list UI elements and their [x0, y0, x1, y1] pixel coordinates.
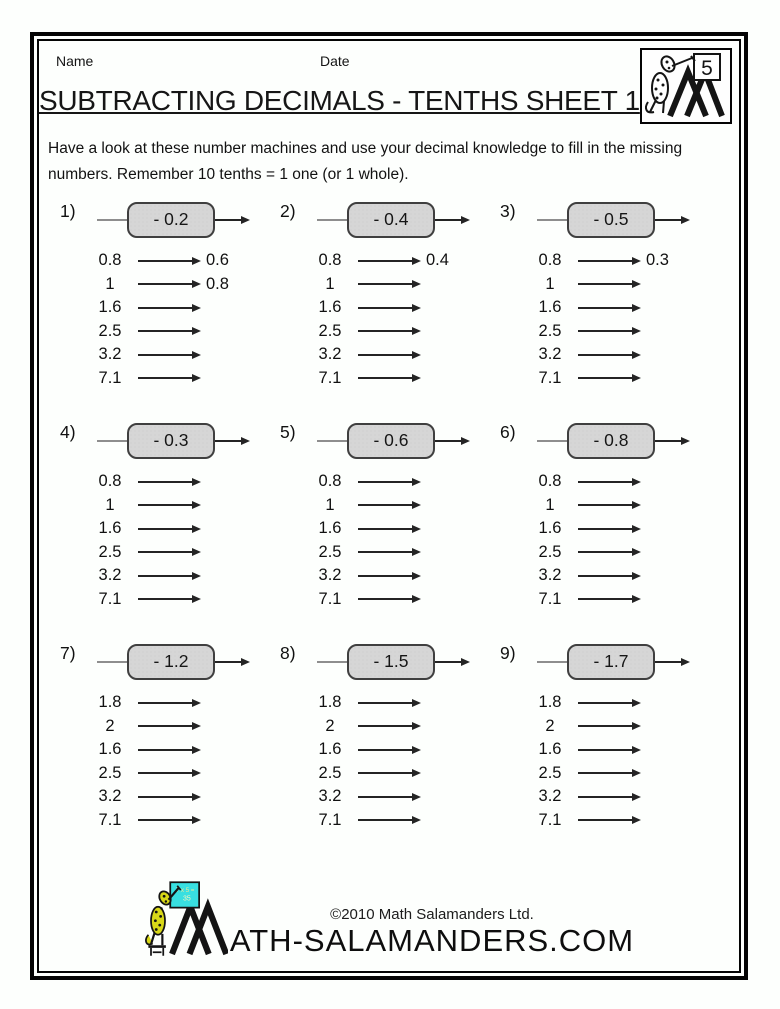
io-row [54, 470, 274, 494]
flow-arrow-icon [578, 819, 632, 821]
flow-arrow-icon [138, 551, 192, 553]
input-value: 7.1 [538, 589, 562, 608]
io-rows [494, 691, 714, 832]
io-rows [54, 470, 274, 611]
input-value: 3.2 [98, 787, 122, 806]
flow-arrow-icon [138, 749, 192, 751]
input-value: 3.2 [538, 566, 562, 585]
input-value: 2.5 [318, 321, 342, 340]
machine-box: - 0.8 [567, 423, 655, 459]
io-row [494, 517, 714, 541]
flow-arrow-icon [358, 354, 412, 356]
input-value: 2.5 [98, 763, 122, 782]
flow-arrow-icon [138, 283, 192, 285]
io-rows [274, 249, 494, 390]
machine-row [274, 643, 494, 681]
output-value: 0.3 [646, 251, 669, 270]
flow-arrow-icon [358, 377, 412, 379]
flow-arrow-icon [358, 481, 412, 483]
flow-arrow-icon [578, 772, 632, 774]
machine-row [494, 422, 714, 460]
input-value: 3.2 [98, 566, 122, 585]
machine-row [494, 643, 714, 681]
problem [54, 201, 274, 390]
io-row [274, 564, 494, 588]
flow-arrow-icon [138, 504, 192, 506]
machine-box: - 1.5 [347, 644, 435, 680]
io-row [274, 762, 494, 786]
input-value: 7.1 [318, 810, 342, 829]
flow-arrow-icon [578, 283, 632, 285]
input-value: 1 [325, 274, 335, 293]
machine-input-line [97, 661, 127, 663]
machine-box: - 1.2 [127, 644, 215, 680]
machine-input-line [537, 219, 567, 221]
machine-output-arrow-icon [435, 661, 461, 663]
output-value: 0.4 [426, 251, 449, 270]
flow-arrow-icon [358, 575, 412, 577]
flow-arrow-icon [358, 330, 412, 332]
input-value: 1 [105, 274, 115, 293]
flow-arrow-icon [578, 260, 632, 262]
flow-arrow-icon [578, 354, 632, 356]
problem [274, 422, 494, 611]
io-row [54, 738, 274, 762]
input-value: 7.1 [538, 368, 562, 387]
input-value: 2.5 [538, 542, 562, 561]
problem-number: 8) [280, 643, 296, 663]
flow-arrow-icon [578, 702, 632, 704]
input-value: 0.8 [98, 251, 122, 270]
io-row [54, 588, 274, 612]
footer [39, 877, 739, 961]
input-value: 1.6 [98, 519, 122, 538]
input-value: 2.5 [538, 763, 562, 782]
flow-arrow-icon [578, 307, 632, 309]
input-value: 3.2 [318, 345, 342, 364]
io-row [274, 343, 494, 367]
input-value: 1.6 [318, 519, 342, 538]
io-row [274, 296, 494, 320]
io-row [274, 273, 494, 297]
input-value: 3.2 [318, 566, 342, 585]
input-value: 1.6 [98, 740, 122, 759]
io-row [54, 564, 274, 588]
io-row [274, 367, 494, 391]
flow-arrow-icon [138, 819, 192, 821]
instructions-line-2: numbers. Remember 10 tenths = 1 one (or 1 whole). [48, 166, 409, 183]
flow-arrow-icon [138, 307, 192, 309]
problem-number: 7) [60, 643, 76, 663]
problem-number: 5) [280, 422, 296, 442]
machine-row [274, 422, 494, 460]
problem [494, 201, 714, 390]
input-value: 1.8 [98, 693, 122, 712]
input-value: 1.6 [318, 740, 342, 759]
page-title: SUBTRACTING DECIMALS - TENTHS SHEET 1 [39, 85, 640, 116]
machine-output-arrow-icon [435, 219, 461, 221]
input-value: 1.8 [538, 693, 562, 712]
machine-row [54, 643, 274, 681]
machine-input-line [317, 440, 347, 442]
badge-number: 5 [701, 57, 713, 80]
flow-arrow-icon [138, 330, 192, 332]
io-row [54, 273, 274, 297]
io-row [494, 738, 714, 762]
output-value: 0.6 [206, 251, 229, 270]
machine-input-line [317, 219, 347, 221]
flow-arrow-icon [138, 598, 192, 600]
problem [494, 643, 714, 832]
input-value: 3.2 [98, 345, 122, 364]
board-math-line-2: 35 [182, 895, 191, 903]
input-value: 2.5 [98, 542, 122, 561]
flow-arrow-icon [138, 481, 192, 483]
io-row [54, 494, 274, 518]
machine-input-line [97, 219, 127, 221]
flow-arrow-icon [578, 481, 632, 483]
problem [494, 422, 714, 611]
flow-arrow-icon [578, 749, 632, 751]
input-value: 3.2 [538, 345, 562, 364]
machine-output-arrow-icon [655, 661, 681, 663]
math-salamanders-badge [640, 48, 732, 124]
io-row [274, 320, 494, 344]
io-row [494, 470, 714, 494]
io-row [494, 588, 714, 612]
problems-grid [54, 201, 714, 832]
io-row [54, 320, 274, 344]
footer-text [230, 906, 634, 961]
input-value: 0.8 [98, 472, 122, 491]
machine-row [274, 201, 494, 239]
flow-arrow-icon [358, 551, 412, 553]
input-value: 0.8 [538, 472, 562, 491]
io-row [274, 470, 494, 494]
io-row [54, 367, 274, 391]
io-row [274, 785, 494, 809]
io-row [54, 296, 274, 320]
input-value: 1 [105, 495, 115, 514]
flow-arrow-icon [358, 772, 412, 774]
io-row [494, 320, 714, 344]
io-row [274, 249, 494, 273]
io-row [274, 809, 494, 833]
input-value: 2 [105, 716, 115, 735]
flow-arrow-icon [138, 725, 192, 727]
flow-arrow-icon [138, 260, 192, 262]
name-label: Name [56, 53, 94, 69]
input-value: 1.6 [98, 298, 122, 317]
flow-arrow-icon [138, 377, 192, 379]
machine-input-line [537, 661, 567, 663]
machine-box: - 0.3 [127, 423, 215, 459]
machine-output-arrow-icon [655, 440, 681, 442]
io-row [54, 691, 274, 715]
flow-arrow-icon [358, 283, 412, 285]
flow-arrow-icon [138, 772, 192, 774]
io-row [494, 296, 714, 320]
flow-arrow-icon [358, 307, 412, 309]
problem [274, 643, 494, 832]
problem [274, 201, 494, 390]
worksheet-inner-frame [37, 39, 741, 973]
io-row [494, 762, 714, 786]
input-value: 0.8 [538, 251, 562, 270]
io-row [54, 541, 274, 565]
flow-arrow-icon [578, 725, 632, 727]
io-rows [54, 691, 274, 832]
machine-input-line [317, 661, 347, 663]
machine-input-line [537, 440, 567, 442]
input-value: 2 [325, 716, 335, 735]
io-rows [274, 470, 494, 611]
flow-arrow-icon [358, 598, 412, 600]
problem-number: 4) [60, 422, 76, 442]
flow-arrow-icon [138, 702, 192, 704]
flow-arrow-icon [138, 575, 192, 577]
input-value: 7.1 [98, 589, 122, 608]
problem-number: 2) [280, 201, 296, 221]
machine-box: - 0.4 [347, 202, 435, 238]
io-row [494, 564, 714, 588]
input-value: 1 [545, 495, 555, 514]
machine-box: - 0.5 [567, 202, 655, 238]
io-rows [54, 249, 274, 390]
input-value: 2.5 [538, 321, 562, 340]
io-row [494, 343, 714, 367]
io-row [274, 691, 494, 715]
io-row [494, 494, 714, 518]
flow-arrow-icon [358, 528, 412, 530]
input-value: 0.8 [318, 472, 342, 491]
io-row [494, 715, 714, 739]
flow-arrow-icon [578, 330, 632, 332]
problem [54, 422, 274, 611]
board-math-line-1: 7 x 5 = [175, 886, 195, 894]
io-row [54, 785, 274, 809]
machine-box: - 0.2 [127, 202, 215, 238]
flow-arrow-icon [358, 260, 412, 262]
io-row [274, 588, 494, 612]
flow-arrow-icon [578, 504, 632, 506]
flow-arrow-icon [358, 796, 412, 798]
io-row [54, 715, 274, 739]
machine-row [54, 422, 274, 460]
instructions-line-1: Have a look at these number machines and use your decimal knowledge to fill in the missing [48, 140, 683, 157]
io-row [54, 343, 274, 367]
input-value: 0.8 [318, 251, 342, 270]
instructions [48, 136, 733, 188]
input-value: 1.6 [318, 298, 342, 317]
flow-arrow-icon [138, 528, 192, 530]
copyright-text: ©2010 Math Salamanders Ltd. [330, 905, 534, 923]
flow-arrow-icon [358, 819, 412, 821]
io-rows [494, 249, 714, 390]
io-rows [274, 691, 494, 832]
io-row [494, 273, 714, 297]
io-row [274, 715, 494, 739]
flow-arrow-icon [358, 749, 412, 751]
machine-output-arrow-icon [435, 440, 461, 442]
salamander-logo-icon [144, 877, 228, 961]
io-row [54, 517, 274, 541]
machine-row [54, 201, 274, 239]
io-row [494, 785, 714, 809]
io-row [274, 494, 494, 518]
flow-arrow-icon [578, 377, 632, 379]
salamander-badge-icon [642, 50, 730, 122]
problem-number: 9) [500, 643, 516, 663]
output-value: 0.8 [206, 274, 229, 293]
machine-output-arrow-icon [215, 440, 241, 442]
problem-number: 6) [500, 422, 516, 442]
input-value: 7.1 [538, 810, 562, 829]
io-row [54, 249, 274, 273]
io-row [54, 809, 274, 833]
io-row [274, 738, 494, 762]
input-value: 2.5 [318, 763, 342, 782]
problem [54, 643, 274, 832]
input-value: 3.2 [318, 787, 342, 806]
input-value: 1.6 [538, 519, 562, 538]
machine-row [494, 201, 714, 239]
flow-arrow-icon [358, 725, 412, 727]
input-value: 1.6 [538, 298, 562, 317]
io-row [494, 249, 714, 273]
input-value: 1.8 [318, 693, 342, 712]
input-value: 2.5 [318, 542, 342, 561]
input-value: 7.1 [318, 368, 342, 387]
input-value: 1 [325, 495, 335, 514]
io-row [494, 367, 714, 391]
input-value: 7.1 [318, 589, 342, 608]
io-rows [494, 470, 714, 611]
input-value: 7.1 [98, 810, 122, 829]
input-value: 2 [545, 716, 555, 735]
io-row [274, 541, 494, 565]
machine-output-arrow-icon [655, 219, 681, 221]
problem-number: 3) [500, 201, 516, 221]
flow-arrow-icon [358, 504, 412, 506]
flow-arrow-icon [578, 528, 632, 530]
flow-arrow-icon [578, 796, 632, 798]
input-value: 3.2 [538, 787, 562, 806]
input-value: 1.6 [538, 740, 562, 759]
flow-arrow-icon [138, 354, 192, 356]
io-row [274, 517, 494, 541]
machine-box: - 1.7 [567, 644, 655, 680]
machine-output-arrow-icon [215, 219, 241, 221]
problem-number: 1) [60, 201, 76, 221]
machine-output-arrow-icon [215, 661, 241, 663]
site-domain-text: ATH-SALAMANDERS.COM [229, 922, 635, 958]
input-value: 1 [545, 274, 555, 293]
date-label: Date [320, 53, 350, 69]
io-row [494, 541, 714, 565]
io-row [54, 762, 274, 786]
flow-arrow-icon [578, 551, 632, 553]
machine-box: - 0.6 [347, 423, 435, 459]
io-row [494, 809, 714, 833]
flow-arrow-icon [138, 796, 192, 798]
flow-arrow-icon [578, 598, 632, 600]
io-row [494, 691, 714, 715]
flow-arrow-icon [358, 702, 412, 704]
input-value: 2.5 [98, 321, 122, 340]
worksheet-frame [30, 32, 748, 980]
machine-input-line [97, 440, 127, 442]
input-value: 7.1 [98, 368, 122, 387]
flow-arrow-icon [578, 575, 632, 577]
